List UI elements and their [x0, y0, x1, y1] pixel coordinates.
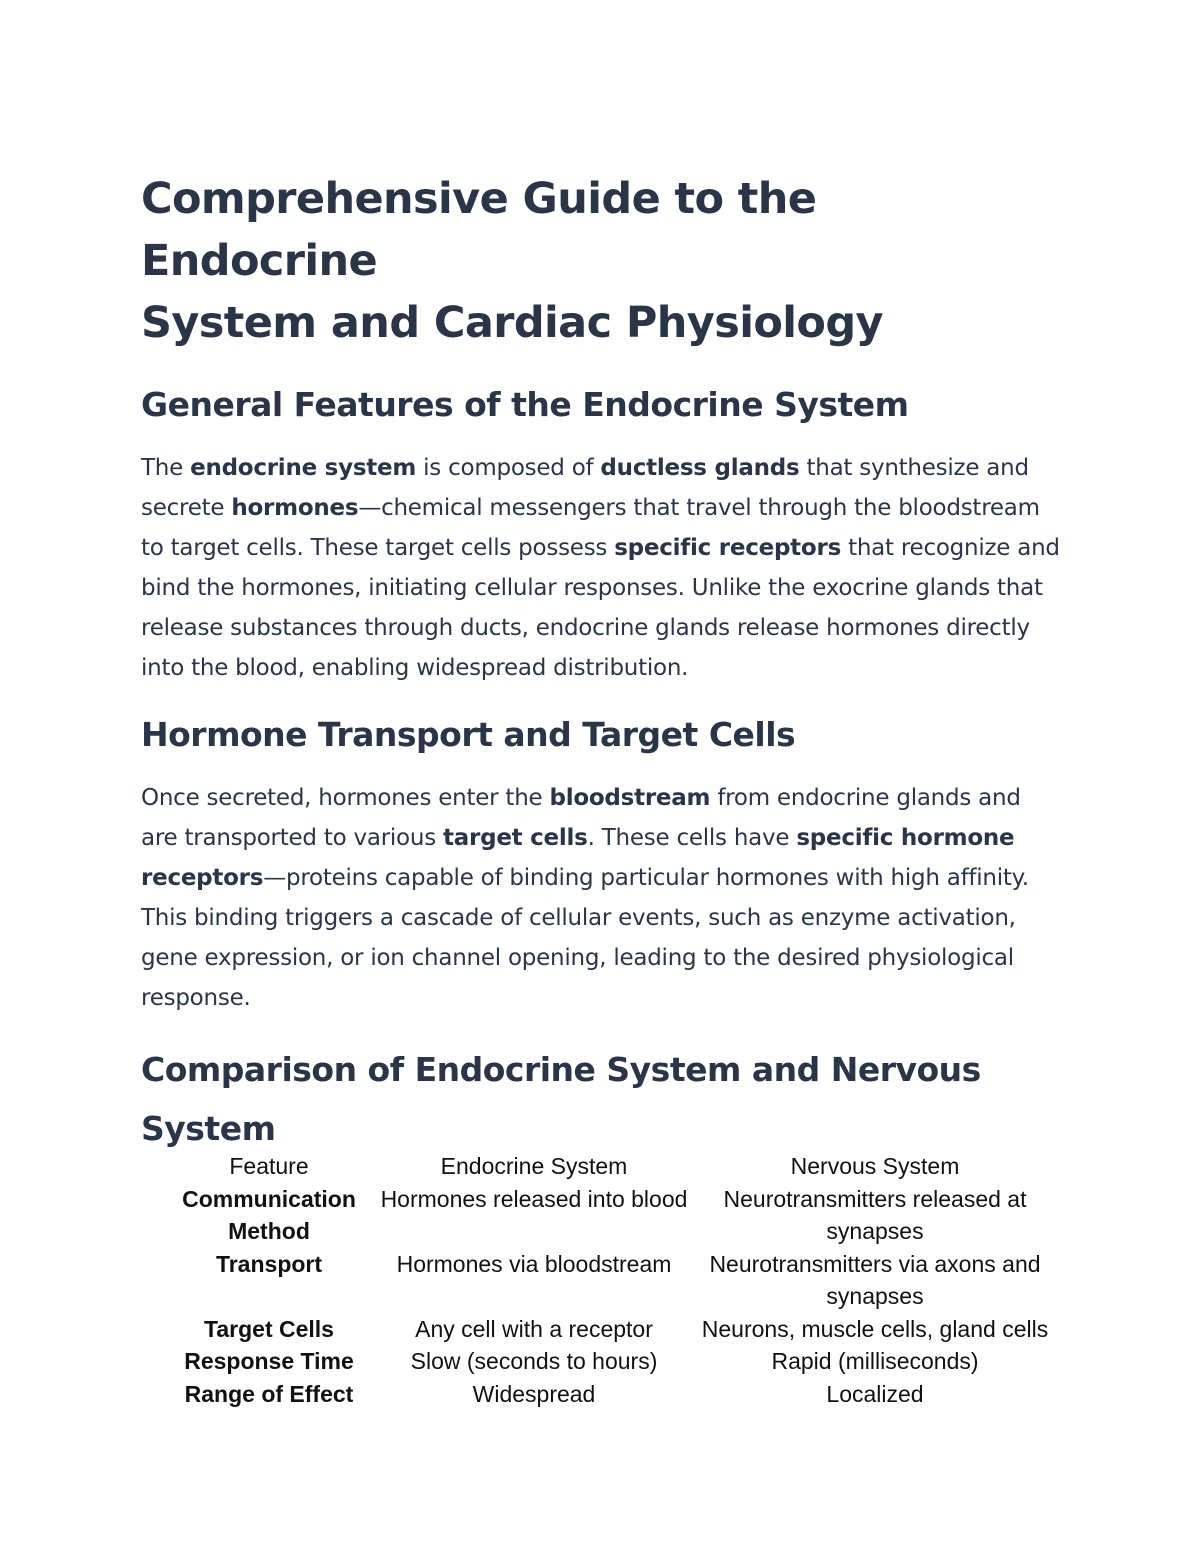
table-row [160, 1313, 1060, 1346]
section-heading-hormone-transport: Hormone Transport and Target Cells [141, 715, 796, 754]
table-cell: Neurotransmitters released at synapses [723, 1185, 1027, 1244]
bold-term: bloodstream [549, 785, 711, 811]
table-cell: Hormones released into blood [380, 1185, 688, 1212]
table-row-label: Range of Effect [184, 1380, 354, 1407]
page-title-line-2: System and Cardiac Physiology [141, 298, 883, 348]
table-cell: Hormones via bloodstream [396, 1250, 672, 1277]
table-header-cell: Nervous System [790, 1153, 960, 1179]
table-cell: Any cell with a receptor [415, 1315, 653, 1342]
table-row [160, 1183, 1060, 1248]
table-header-cell: Endocrine System [440, 1153, 628, 1179]
paragraph-hormone-transport: Once secreted, hormones enter the bloodstream from endocrine glands and are transported to various target cells. These cells have specific hormone receptors—proteins capable of binding particular hormones with high affinity. This binding triggers a cascade of cellular events, such as enzyme activation, gene expression, or ion channel opening, leading to the desired physiological response. [141, 785, 1029, 1011]
comparison-table [160, 1150, 1060, 1410]
table-row [160, 1378, 1060, 1411]
section-heading-general-features: General Features of the Endocrine System [141, 385, 909, 424]
document-page [141, 168, 1061, 1158]
bold-term: specific hormone receptors [141, 825, 1015, 891]
table-cell: Neurons, muscle cells, gland cells [701, 1315, 1049, 1342]
table-row-label: Response Time [184, 1348, 354, 1374]
table-row [160, 1345, 1060, 1378]
table-header-cell: Feature [229, 1153, 309, 1179]
table-cell: Widespread [472, 1380, 596, 1407]
page-title-line-1: Comprehensive Guide to the Endocrine [141, 174, 817, 286]
bold-term: endocrine system [190, 455, 417, 481]
bold-term: ductless glands [600, 455, 800, 481]
page-title [141, 168, 1061, 354]
table-row-label: Target Cells [204, 1315, 334, 1342]
table-cell: Rapid (milliseconds) [771, 1348, 979, 1374]
bold-term: target cells [443, 825, 588, 851]
table-cell: Neurotransmitters via axons and synapses [709, 1250, 1041, 1309]
table-cell: Localized [826, 1380, 924, 1407]
table-row-label: Communication Method [182, 1185, 356, 1244]
table-row-label: Transport [215, 1250, 323, 1277]
table-row [160, 1248, 1060, 1313]
paragraph-general-features: The endocrine system is composed of ductless glands that synthesize and secrete hormones—chemical messengers that travel through the bloodstream to target cells. These target cells possess specific receptors that recognize and bind the hormones, initiating cellular responses. Unlike the exocrine glands that release substances through ducts, endocrine glands release hormones directly into the blood, enabling widespread distribution. [141, 455, 1060, 681]
table-cell: Slow (seconds to hours) [410, 1348, 658, 1374]
bold-term: specific receptors [614, 535, 842, 561]
bold-term: hormones [231, 495, 359, 521]
table-header-row [160, 1150, 1060, 1183]
section-heading-comparison: Comparison of Endocrine System and Nervous System [141, 1050, 981, 1148]
